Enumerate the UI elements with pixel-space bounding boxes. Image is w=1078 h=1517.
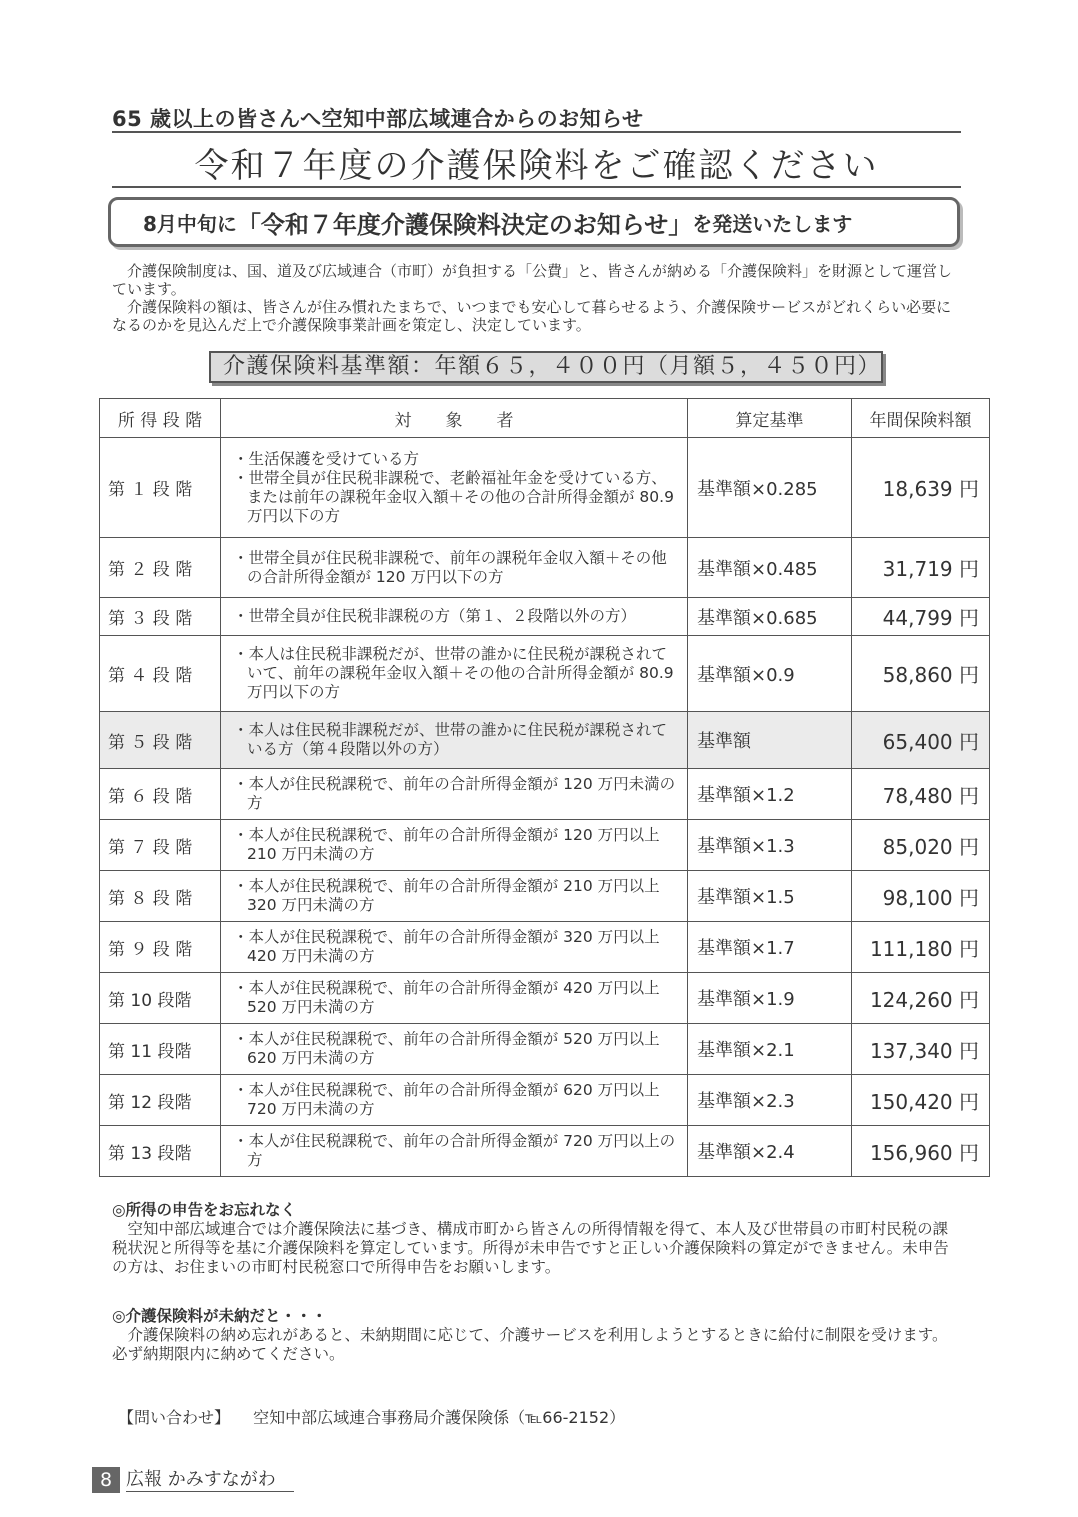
page-number: 8 xyxy=(92,1467,120,1493)
table-row xyxy=(100,636,990,712)
basis-cell: 基準額×1.5 xyxy=(688,871,852,922)
basis-cell: 基準額×1.2 xyxy=(688,769,852,820)
target-cell xyxy=(221,636,688,712)
section-header: 65 歳以上の皆さんへ空知中部広域連合からのお知らせ xyxy=(112,107,644,131)
table-row xyxy=(100,598,990,636)
stage-cell: 第 １ 段 階 xyxy=(100,438,221,538)
notice-banner xyxy=(108,197,960,247)
header-amount: 年間保険料額 xyxy=(852,399,990,438)
stage-cell: 第 ９ 段 階 xyxy=(100,922,221,973)
basis-cell: 基準額×1.7 xyxy=(688,922,852,973)
standard-amount-box: 介護保険料基準額：年額６５，４００円（月額５，４５０円） xyxy=(209,351,883,383)
target-item: ・本人が住民税課税で、前年の合計所得金額が 210 万円以上 320 万円未満の方 xyxy=(233,877,660,914)
header-stage: 所 得 段 階 xyxy=(100,399,221,438)
contact-label: 【問い合わせ】 xyxy=(118,1408,231,1427)
stage-cell: 第 13 段階 xyxy=(100,1126,221,1177)
amount-cell: 124,260 円 xyxy=(852,973,990,1024)
target-item: ・本人が住民税課税で、前年の合計所得金額が 620 万円以上 720 万円未満の方 xyxy=(233,1081,660,1118)
basis-cell: 基準額×0.285 xyxy=(688,438,852,538)
note-heading: ◎介護保険料が未納だと・・・ xyxy=(112,1307,328,1325)
note-heading: ◎所得の申告をお忘れなく xyxy=(112,1201,297,1219)
amount-cell: 31,719 円 xyxy=(852,538,990,598)
page-title: 令和７年度の介護保険料をご確認ください xyxy=(194,146,879,186)
stage-cell: 第 ７ 段 階 xyxy=(100,820,221,871)
target-cell xyxy=(221,538,688,598)
target-item: ・本人が住民税課税で、前年の合計所得金額が 420 万円以上 520 万円未満の方 xyxy=(233,979,660,1016)
title-rule xyxy=(112,186,961,188)
basis-cell: 基準額×1.3 xyxy=(688,820,852,871)
header-target: 対 象 者 xyxy=(221,399,688,438)
basis-cell: 基準額×1.9 xyxy=(688,973,852,1024)
intro-paragraph: 介護保険料の額は、皆さんが住み慣れたまちで、いつまでも安心して暮らせるよう、介護保険サービスがどれくらい必要になるのかを見込んだ上で介護保険事業計画を策定し、決定しています。 xyxy=(112,298,952,334)
table-row xyxy=(100,871,990,922)
table-row xyxy=(100,973,990,1024)
table-row xyxy=(100,712,990,769)
note-unpaid xyxy=(112,1307,962,1364)
notice-highlight: 「令和７年度介護保険料決定のお知らせ」 xyxy=(236,210,693,239)
basis-cell: 基準額×2.4 xyxy=(688,1126,852,1177)
amount-cell: 58,860 円 xyxy=(852,636,990,712)
amount-cell: 137,340 円 xyxy=(852,1024,990,1075)
target-item: ・世帯全員が住民税非課税で、前年の課税年金収入額＋その他の合計所得金額が 120 万円以下の方 xyxy=(233,548,667,586)
notice-prefix: 8月中旬に xyxy=(143,211,237,236)
header-basis: 算定基準 xyxy=(688,399,852,438)
table-row xyxy=(100,438,990,538)
basis-cell: 基準額×2.1 xyxy=(688,1024,852,1075)
stage-cell: 第 11 段階 xyxy=(100,1024,221,1075)
target-item: ・本人が住民税課税で、前年の合計所得金額が 120 万円未満の方 xyxy=(233,775,676,812)
note-income-declaration xyxy=(112,1201,962,1277)
stage-cell: 第 ３ 段 階 xyxy=(100,598,221,636)
target-cell xyxy=(221,1024,688,1075)
contact-info xyxy=(118,1405,625,1428)
premium-table-body xyxy=(100,438,990,1177)
stage-cell: 第 ６ 段 階 xyxy=(100,769,221,820)
basis-cell: 基準額×0.9 xyxy=(688,636,852,712)
amount-cell: 98,100 円 xyxy=(852,871,990,922)
target-cell xyxy=(221,712,688,769)
table-row xyxy=(100,1075,990,1126)
target-cell xyxy=(221,871,688,922)
stage-cell: 第 ４ 段 階 xyxy=(100,636,221,712)
target-item: ・世帯全員が住民税非課税の方（第１、２段階以外の方） xyxy=(233,607,637,625)
table-row xyxy=(100,1126,990,1177)
amount-cell: 18,639 円 xyxy=(852,438,990,538)
amount-cell: 44,799 円 xyxy=(852,598,990,636)
header-rule xyxy=(112,131,961,133)
basis-cell: 基準額×0.685 xyxy=(688,598,852,636)
basis-cell: 基準額×0.485 xyxy=(688,538,852,598)
table-header-row xyxy=(100,399,990,438)
notice-suffix: を発送いたします xyxy=(692,211,853,236)
target-item: ・本人は住民税非課税だが、世帯の誰かに住民税が課税されている方（第４段階以外の方） xyxy=(233,721,668,758)
target-item: ・世帯全員が住民税非課税で、老齢福祉年金を受けている方、または前年の課税年金収入額＋その他の合計所得金額が 80.9 万円以下の方 xyxy=(233,468,674,525)
amount-cell: 156,960 円 xyxy=(852,1126,990,1177)
amount-cell: 150,420 円 xyxy=(852,1075,990,1126)
target-item: ・本人が住民税課税で、前年の合計所得金額が 120 万円以上 210 万円未満の方 xyxy=(233,826,660,863)
target-item: ・本人が住民税課税で、前年の合計所得金額が 720 万円以上の方 xyxy=(233,1132,676,1169)
table-row xyxy=(100,820,990,871)
amount-cell: 111,180 円 xyxy=(852,922,990,973)
target-cell xyxy=(221,820,688,871)
stage-cell: 第 ２ 段 階 xyxy=(100,538,221,598)
target-item: ・本人が住民税課税で、前年の合計所得金額が 320 万円以上 420 万円未満の方 xyxy=(233,928,660,965)
target-cell xyxy=(221,922,688,973)
basis-cell: 基準額 xyxy=(688,712,852,769)
amount-cell: 65,400 円 xyxy=(852,712,990,769)
intro-paragraph: 介護保険制度は、国、道及び広域連合（市町）が負担する「公費」と、皆さんが納める「介護保険料」を財源として運営しています。 xyxy=(112,262,953,298)
target-cell xyxy=(221,438,688,538)
contact-text: 空知中部広域連合事務局介護保険係（℡66-2152） xyxy=(253,1408,626,1427)
target-cell xyxy=(221,769,688,820)
table-row xyxy=(100,922,990,973)
target-cell xyxy=(221,1075,688,1126)
page-footer xyxy=(92,1466,294,1494)
table-row xyxy=(100,538,990,598)
target-cell xyxy=(221,973,688,1024)
note-body: 空知中部広域連合では介護保険法に基づき、構成市町から皆さんの所得情報を得て、本人及び世帯員の市町村民税の課税状況と所得等を基に介護保険料を算定しています。所得が未申告ですと正しい介護保険料の算定ができません。未申告の方は、お住まいの市町村民税窓口で所得申告をお願いします。 xyxy=(112,1220,949,1276)
amount-cell: 78,480 円 xyxy=(852,769,990,820)
table-row xyxy=(100,1024,990,1075)
basis-cell: 基準額×2.3 xyxy=(688,1075,852,1126)
stage-cell: 第 ５ 段 階 xyxy=(100,712,221,769)
stage-cell: 第 ８ 段 階 xyxy=(100,871,221,922)
publication-name: 広報 かみすながわ xyxy=(126,1469,294,1492)
target-cell xyxy=(221,1126,688,1177)
stage-cell: 第 10 段階 xyxy=(100,973,221,1024)
target-item: ・本人が住民税課税で、前年の合計所得金額が 520 万円以上 620 万円未満の方 xyxy=(233,1030,660,1067)
amount-cell: 85,020 円 xyxy=(852,820,990,871)
intro-text xyxy=(112,262,962,334)
note-body: 介護保険料の納め忘れがあると、未納期間に応じて、介護サービスを利用しようとするときに給付に制限を受けます。必ず納期限内に納めてください。 xyxy=(112,1326,948,1363)
target-cell xyxy=(221,598,688,636)
table-row xyxy=(100,769,990,820)
premium-table xyxy=(99,398,990,1177)
target-item: ・本人は住民税非課税だが、世帯の誰かに住民税が課税されていて、前年の課税年金収入額＋その他の合計所得金額が 80.9 万円以下の方 xyxy=(233,645,674,701)
stage-cell: 第 12 段階 xyxy=(100,1075,221,1126)
target-item: ・生活保護を受けている方 xyxy=(233,449,420,468)
